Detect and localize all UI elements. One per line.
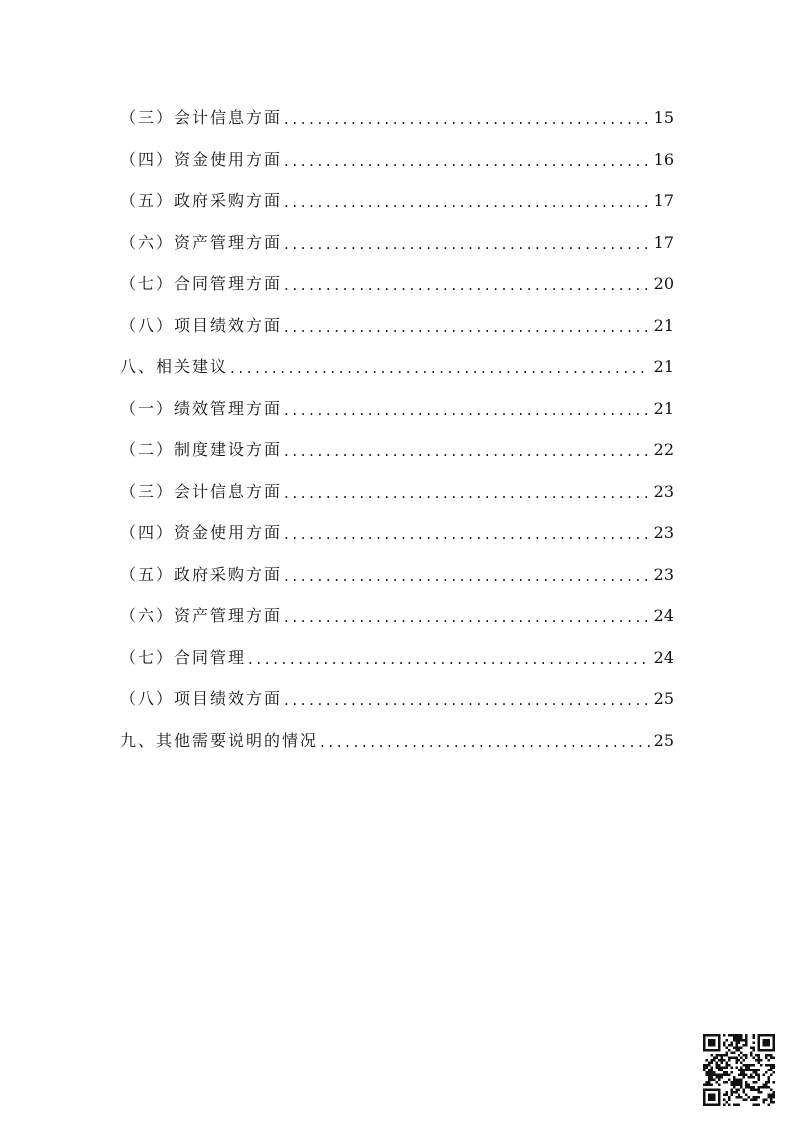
toc-dot-leader (284, 230, 650, 258)
toc-dot-leader (284, 437, 650, 465)
toc-entry-title: 八、相关建议 (120, 357, 229, 376)
toc-page-number: 21 (653, 316, 674, 335)
toc-entry-other-notes[interactable] (120, 727, 674, 755)
toc-dot-leader (320, 728, 650, 756)
toc-entry-title: （二）制度建设方面 (120, 440, 283, 459)
toc-entry-asset-management[interactable] (120, 229, 674, 257)
toc-dot-leader (230, 354, 650, 382)
toc-page-number: 23 (653, 523, 674, 542)
toc-entry-contract-management[interactable] (120, 270, 674, 298)
toc-entry-government-procurement-2[interactable] (120, 561, 674, 589)
toc-entry-title: （三）会计信息方面 (120, 482, 283, 501)
toc-dot-leader (284, 105, 650, 133)
toc-entry-recommendations[interactable] (120, 353, 674, 381)
toc-entry-accounting-info-2[interactable] (120, 478, 674, 506)
toc-dot-leader (284, 479, 650, 507)
toc-entry-system-building[interactable] (120, 436, 674, 464)
toc-dot-leader (284, 271, 650, 299)
qr-code-icon (703, 1034, 775, 1106)
toc-page-number: 21 (653, 357, 674, 376)
toc-page-number: 25 (653, 731, 674, 750)
toc-page-number: 24 (653, 606, 674, 625)
toc-entry-performance-management[interactable] (120, 395, 674, 423)
toc-entry-accounting-info[interactable] (120, 104, 674, 132)
toc-entry-title: （六）资产管理方面 (120, 233, 283, 252)
toc-dot-leader (284, 396, 650, 424)
toc-entry-title: （五）政府采购方面 (120, 565, 283, 584)
toc-page-number: 25 (653, 689, 674, 708)
toc-dot-leader (284, 313, 650, 341)
toc-page-number: 20 (653, 274, 674, 293)
toc-entry-government-procurement[interactable] (120, 187, 674, 215)
toc-dot-leader (284, 147, 650, 175)
toc-dot-leader (284, 520, 650, 548)
toc-entry-title: （八）项目绩效方面 (120, 689, 283, 708)
toc-page-number: 22 (653, 440, 674, 459)
toc-entry-title: （三）会计信息方面 (120, 108, 283, 127)
toc-entry-title: （六）资产管理方面 (120, 606, 283, 625)
toc-dot-leader (284, 562, 650, 590)
toc-entry-title: （八）项目绩效方面 (120, 316, 283, 335)
toc-page-number: 23 (653, 565, 674, 584)
toc-entry-title: （七）合同管理方面 (120, 274, 283, 293)
toc-page-number: 17 (653, 233, 674, 252)
toc-page-number: 23 (653, 482, 674, 501)
toc-page-number: 15 (653, 108, 674, 127)
toc-dot-leader (284, 188, 650, 216)
toc-entry-contract-management-2[interactable] (120, 644, 674, 672)
toc-entry-fund-usage[interactable] (120, 146, 674, 174)
toc-page-number: 24 (653, 648, 674, 667)
toc-entry-title: 九、其他需要说明的情况 (120, 731, 319, 750)
toc-entry-title: （四）资金使用方面 (120, 150, 283, 169)
toc-page-number: 16 (653, 150, 674, 169)
toc-page-number: 21 (653, 399, 674, 418)
toc-dot-leader (284, 686, 650, 714)
toc-entry-title: （四）资金使用方面 (120, 523, 283, 542)
toc-entry-title: （五）政府采购方面 (120, 191, 283, 210)
toc-entry-project-performance-2[interactable] (120, 685, 674, 713)
toc-entry-project-performance[interactable] (120, 312, 674, 340)
toc-entry-title: （一）绩效管理方面 (120, 399, 283, 418)
toc-entry-title: （七）合同管理 (120, 648, 247, 667)
toc-dot-leader (284, 603, 650, 631)
toc-entry-asset-management-2[interactable] (120, 602, 674, 630)
toc-entry-fund-usage-2[interactable] (120, 519, 674, 547)
toc-dot-leader (248, 645, 650, 673)
toc-page-number: 17 (653, 191, 674, 210)
